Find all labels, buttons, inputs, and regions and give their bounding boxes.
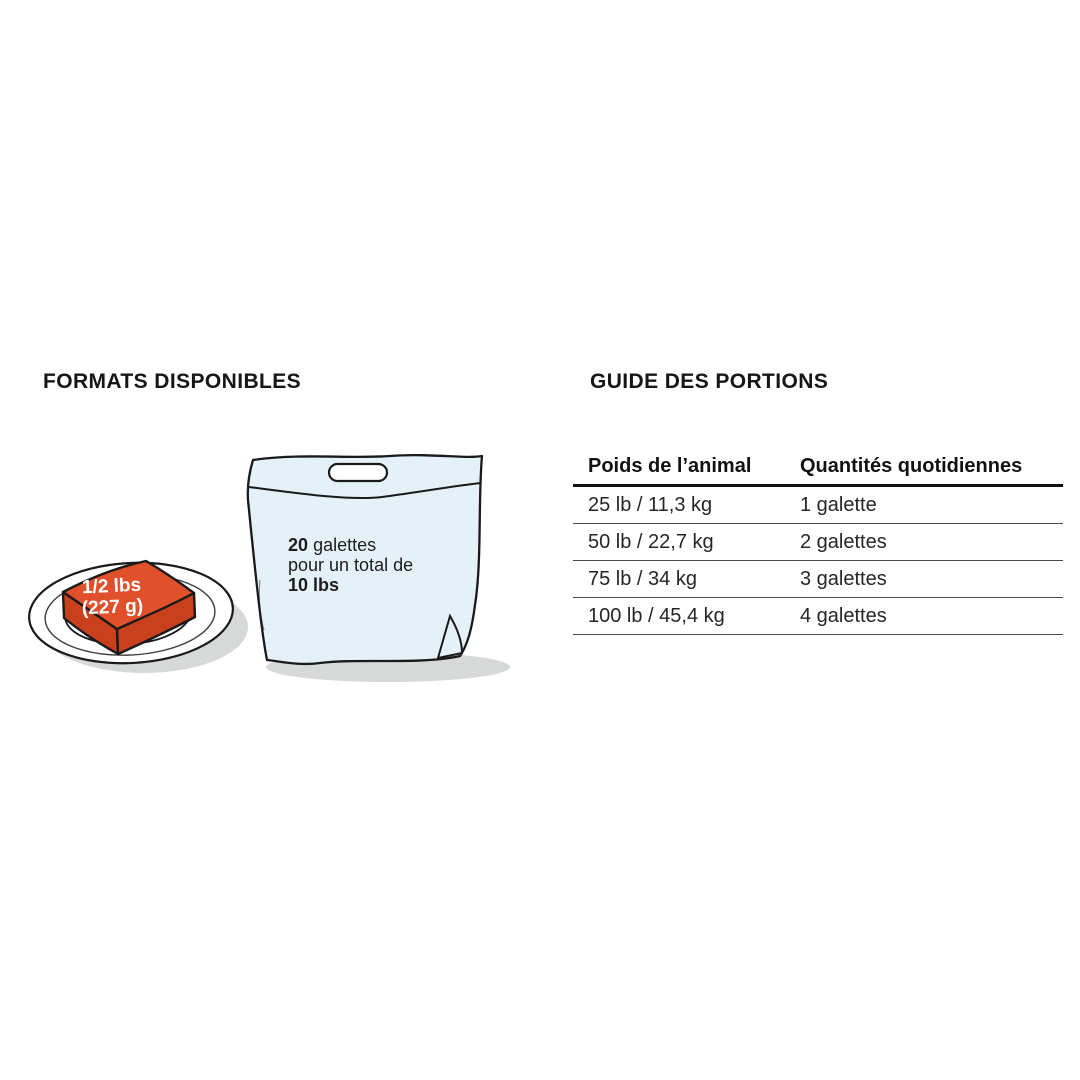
portion-guide-title: GUIDE DES PORTIONS — [590, 370, 829, 393]
portion-guide-table — [573, 449, 1063, 635]
table-row — [573, 561, 1063, 598]
formats-illustration — [20, 430, 520, 700]
patty-weight-line2: (227 g) — [81, 595, 144, 620]
table-row — [573, 598, 1063, 635]
bag-handle-hole — [329, 464, 387, 481]
patty-weight-line1: 1/2 lbs — [81, 574, 142, 599]
bag-count: 20 — [288, 535, 309, 555]
table-row — [573, 524, 1063, 561]
table-row — [573, 487, 1063, 524]
weight-cell: 100 lb / 45,4 kg — [588, 604, 725, 627]
bag-label-line2: pour un total de — [288, 555, 414, 575]
table-header-row — [573, 449, 1063, 487]
weight-cell: 75 lb / 34 kg — [588, 567, 697, 590]
quantity-cell: 4 galettes — [800, 604, 887, 627]
quantity-cell: 3 galettes — [800, 567, 887, 590]
bag-count-unit: galettes — [313, 535, 377, 555]
table-header-quantity: Quantités quotidiennes — [800, 455, 1023, 477]
weight-cell: 25 lb / 11,3 kg — [588, 493, 713, 516]
patty-weight-label — [65, 574, 159, 620]
formats-section-title: FORMATS DISPONIBLES — [43, 370, 302, 393]
bag-label-line1 — [288, 535, 413, 555]
table-header-weight: Poids de l’animal — [588, 455, 752, 477]
weight-cell: 50 lb / 22,7 kg — [588, 530, 714, 553]
bag-contents-label — [288, 535, 413, 595]
quantity-cell: 1 galette — [800, 493, 877, 516]
quantity-cell: 2 galettes — [800, 530, 887, 553]
bag-total-weight: 10 lbs — [288, 575, 340, 595]
